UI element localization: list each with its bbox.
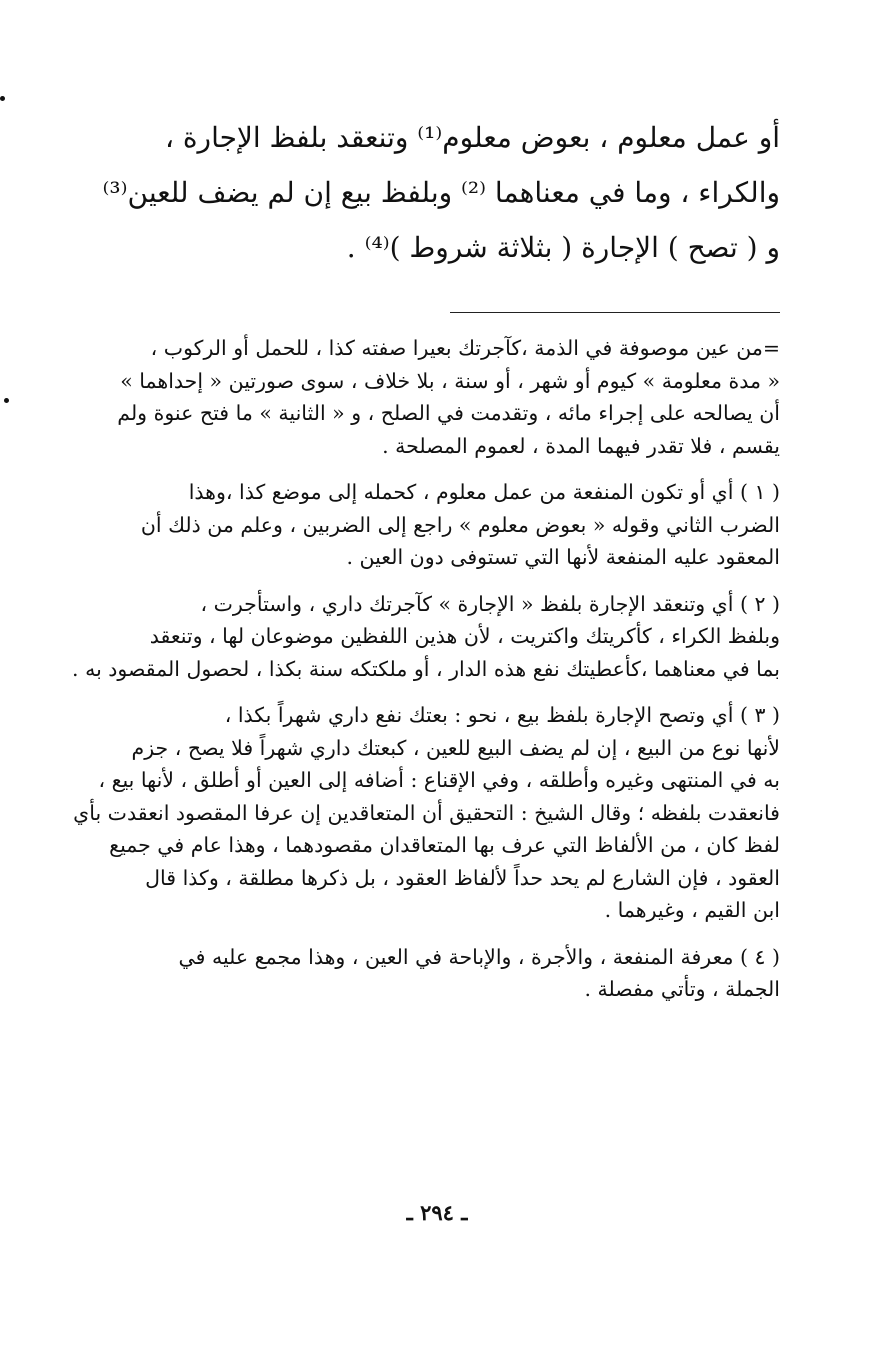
footnote-line: « مدة معلومة » كيوم أو شهر ، أو سنة ، بلا خلاف ، سوى صورتين « إحداهما » (120, 368, 780, 393)
footnote-3 (48, 699, 780, 927)
footnote-line: الضرب الثاني وقوله « بعوض معلوم » راجع إلى الضربين ، وعلم من ذلك أن (140, 512, 780, 537)
footnote-1 (48, 476, 780, 574)
footnote-line: المعقود عليه المنفعة لأنها التي تستوفى دون العين . (346, 545, 780, 569)
footnote-divider (450, 312, 780, 313)
main-line: و ( تصح ) الإجارة ( بثلاثة شروط )⁽⁴⁾ . (346, 231, 780, 264)
footnotes (48, 332, 780, 1020)
main-line: والكراء ، وما في معناهما ⁽²⁾ وبلفظ بيع إن لم يضف للعين⁽³⁾ (102, 176, 780, 209)
footnote-line: بما في معناهما ،كأعطيتك نفع هذه الدار ، أو ملكتكه سنة بكذا ، لحصول المقصود به . (72, 656, 780, 681)
footnote-line: ( ٣ ) أي وتصح الإجارة بلفظ بيع ، نحو : بعتك نفع داري شهراً بكذا ، (224, 703, 780, 727)
margin-mark (0, 96, 5, 101)
main-text (90, 110, 780, 275)
footnote-line: العقود ، فإن الشارع لم يحد حداً لألفاظ العقود ، بل ذكرها مطلقة ، وكذا قال (145, 865, 780, 890)
page-number: ـ ٢٩٤ ـ (406, 1200, 468, 1225)
footnote-line: وبلفظ الكراء ، كأكريتك واكتريت ، لأن هذين اللفظين موضوعان لها ، وتنعقد (149, 624, 780, 648)
footnote-line: يقسم ، فلا تقدر فيهما المدة ، لعموم المصلحة . (382, 433, 780, 458)
footnote-line: لأنها نوع من البيع ، إن لم يضف البيع للعين ، كبعتك داري شهراً فلا يصح ، جزم (131, 735, 780, 760)
footnote-line: ابن القيم ، وغيرهما . (604, 898, 780, 922)
footnote-line: به في المنتهى وغيره وأطلقه ، وفي الإقناع : أضافه إلى العين أو أطلق ، لأنها بيع ، (98, 768, 780, 792)
footnote-line: الجملة ، وتأتي مفصلة . (584, 977, 780, 1001)
footnote-line: لفظ كان ، من الألفاظ التي عرف بها المتعاقدان مقصودهما ، وهذا عام في جميع (109, 833, 780, 857)
footnote-line: أن يصالحه على إجراء مائه ، وتقدمت في الصلح ، و « الثانية » ما فتح عنوة ولم (117, 401, 780, 425)
footnote-line: فانعقدت بلفظه ؛ وقال الشيخ : التحقيق أن المتعاقدين إن عرفا المقصود انعقدت بأي (73, 800, 780, 825)
footnote-4 (48, 941, 780, 1006)
margin-mark (4, 398, 9, 403)
footnote-continuation (48, 332, 780, 462)
footnote-2 (48, 588, 780, 686)
main-line: أو عمل معلوم ، بعوض معلوم⁽¹⁾ وتنعقد بلفظ الإجارة ، (164, 121, 780, 154)
footnote-line: =من عين موصوفة في الذمة ،كآجرتك بعيرا صفته كذا ، للحمل أو الركوب ، (150, 336, 780, 360)
footnote-line: ( ٤ ) معرفة المنفعة ، والأجرة ، والإباحة في العين ، وهذا مجمع عليه في (178, 944, 780, 969)
footnote-line: ( ١ ) أي أو تكون المنفعة من عمل معلوم ، كحمله إلى موضع كذا ،وهذا (188, 480, 780, 504)
footnote-line: ( ٢ ) أي وتنعقد الإجارة بلفظ « الإجارة » كآجرتك داري ، واستأجرت ، (200, 591, 780, 616)
